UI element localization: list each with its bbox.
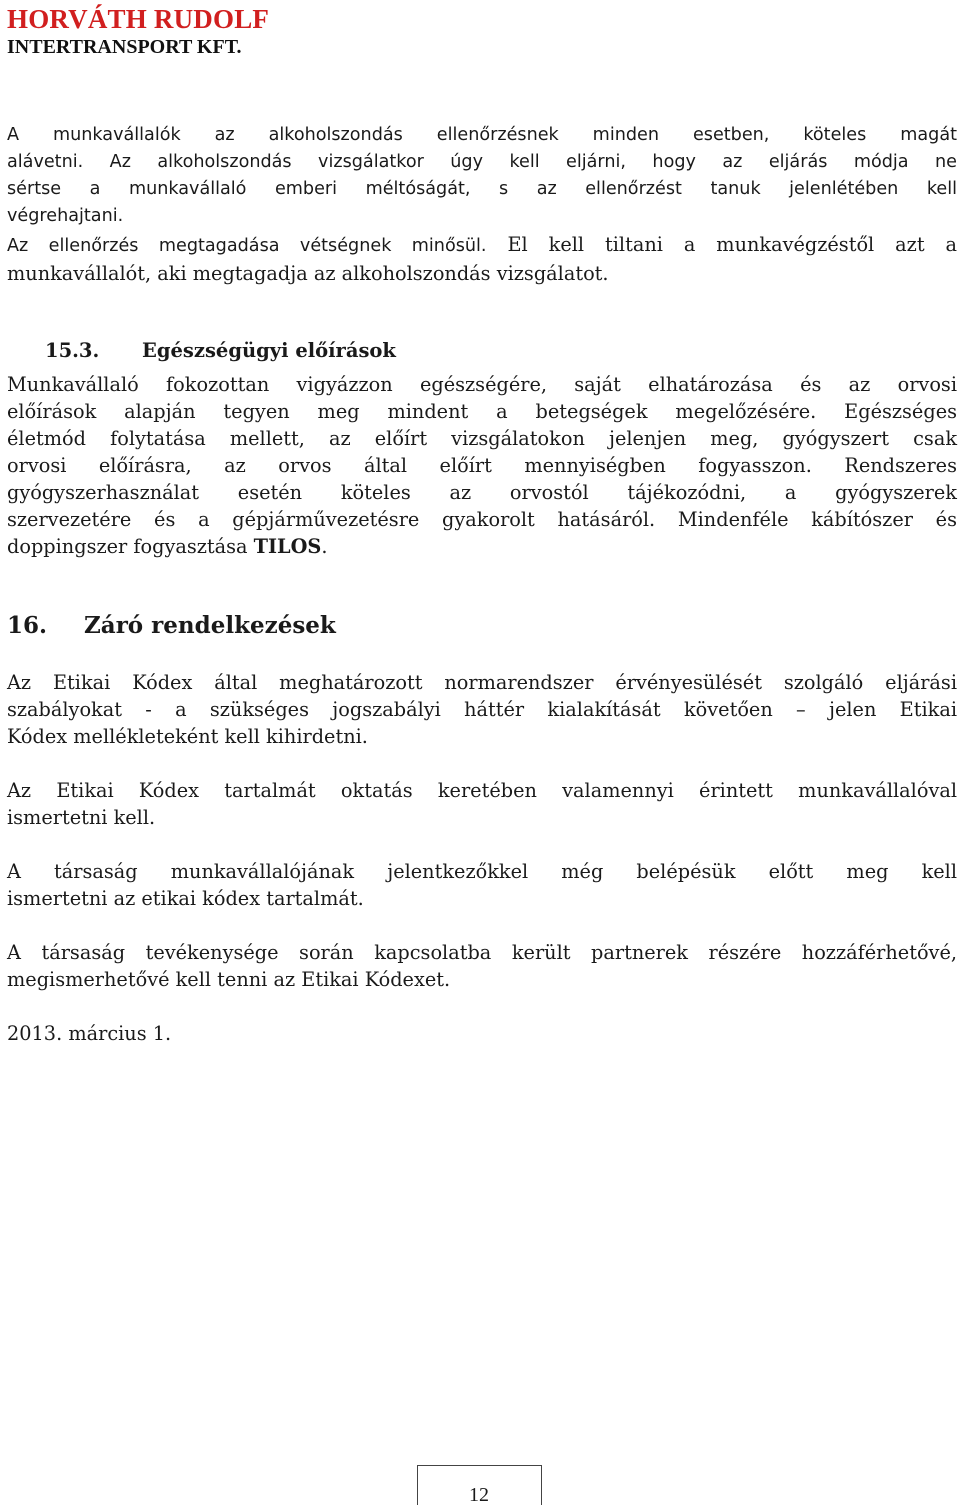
company-subtitle: INTERTRANSPORT KFT. <box>7 36 242 58</box>
text-line: munkavállalót, aki megtagadja az alkoholszondás vizsgálatot. <box>7 262 609 285</box>
paragraph-applicants <box>7 858 957 912</box>
paragraph-partners <box>7 939 957 993</box>
text-fragment: . <box>321 535 328 558</box>
text-line: A társaság munkavállalójának jelentkezőkkel még belépésük előtt meg kell <box>7 860 957 883</box>
text-line <box>7 533 957 560</box>
date-text: 2013. március 1. <box>7 1022 172 1045</box>
section-title-closing: Záró rendelkezések <box>84 612 336 639</box>
text-line: Az Etikai Kódex tartalmát oktatás keretében valamennyi érintett munkavállalóval <box>7 779 957 802</box>
text-line: orvosi előírásra, az orvos által előírt mennyiségben fogyasszon. Rendszeres <box>7 454 957 477</box>
paragraph-alcohol-test <box>7 122 957 230</box>
text-line: szabályokat - a szükséges jogszabályi háttér kialakítását követően – jelen Etikai <box>7 698 957 721</box>
text-line: ismertetni az etikai kódex tartalmát. <box>7 887 364 910</box>
text-line: végrehajtani. <box>7 206 124 226</box>
text-line: gyógyszerhasználat esetén köteles az orvostól tájékozódni, a gyógyszerek <box>7 481 957 504</box>
text-line: sértse a munkavállaló emberi méltóságát, s az ellenőrzést tanuk jelenlétében kell <box>7 179 957 199</box>
section-number-15-3: 15.3. <box>45 339 100 362</box>
document-date <box>7 1020 957 1047</box>
prohibition-sentence: El kell tiltani a munkavégzéstől azt a <box>486 233 957 256</box>
text-line: életmód folytatása mellett, az előírt vizsgálatokon jelenjen meg, gyógyszert csak <box>7 427 957 450</box>
refusal-sentence: Az ellenőrzés megtagadása vétségnek minősül. <box>7 236 487 256</box>
text-line: Kódex mellékleteként kell kihirdetni. <box>7 725 368 748</box>
text-line: előírások alapján tegyen meg mindent a betegségek megelőzésére. Egészséges <box>7 400 957 423</box>
text-fragment: doppingszer fogyasztása <box>7 535 254 558</box>
company-name: HORVÁTH RUDOLF <box>7 4 270 34</box>
paragraph-refusal <box>7 231 957 287</box>
text-line: szervezetére és a gépjárművezetésre gyakorolt hatásáról. Mindenféle kábítószer és <box>7 508 957 531</box>
text-line: Munkavállaló fokozottan vigyázzon egészségére, saját elhatározása és az orvosi <box>7 373 957 396</box>
footer-box-right-border <box>541 1465 542 1505</box>
section-title-health: Egészségügyi előírások <box>142 339 396 362</box>
text-line: Az Etikai Kódex által meghatározott normarendszer érvényesülését szolgáló eljárási <box>7 671 957 694</box>
text-line: alávetni. Az alkoholszondás vizsgálatkor úgy kell eljárni, hogy az eljárás módja ne <box>7 152 957 172</box>
text-line <box>7 231 957 260</box>
paragraph-training <box>7 777 957 831</box>
document-header <box>7 4 269 59</box>
text-line: A társaság tevékenysége során kapcsolatba került partnerek részére hozzáférhetővé, <box>7 941 957 964</box>
section-number-16: 16. <box>7 612 48 639</box>
text-line: ismertetni kell. <box>7 806 156 829</box>
paragraph-health-rules <box>7 371 957 560</box>
page-number: 12 <box>469 1484 489 1506</box>
text-line: megismerhetővé kell tenni az Etikai Kódexet. <box>7 968 451 991</box>
paragraph-procedures <box>7 669 957 750</box>
emphasis-tilos: TILOS <box>253 535 322 558</box>
footer-box-top-border <box>417 1465 541 1466</box>
text-line: A munkavállalók az alkoholszondás ellenőrzésnek minden esetben, köteles magát <box>7 125 957 145</box>
